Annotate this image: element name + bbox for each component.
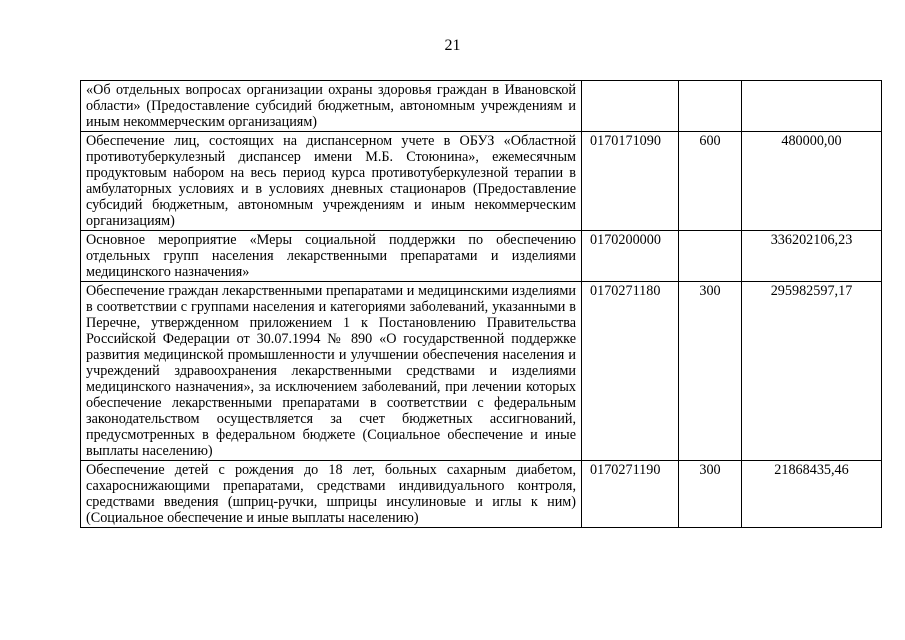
row-description: Обеспечение граждан лекарственными препаратами и медицинскими изделиями в соответствии с группами населения и категориями заболеваний, указанными в Перечне, утвержденном приложением 1 к Постановлению Правительства Российской Федерации от 30.07.1994 № 890 «О государственной поддержке развития медицинской промышленности и улучшении обеспечения населения и учреждений здравоохранения лекарственными средствами и изделиями медицинского назначения», за исключением заболеваний, при лечении которых обеспечение лекарственными препаратами в соответствии с федеральным законодательством осуществляется за счет бюджетных ассигнований, предусмотренных в федеральном бюджете (Социальное обеспечение и иные выплаты населению): [81, 282, 582, 461]
budget-table: [80, 80, 882, 528]
table-row: [81, 132, 882, 231]
table-row: [81, 461, 882, 528]
row-description: Обеспечение лиц, состоящих на диспансерном учете в ОБУЗ «Областной противотуберкулезный диспансер имени М.Б. Стоюнина», ежемесячным продуктовым набором на весь период курса противотуберкулезной терапии в амбулаторных условиях и в условиях дневных стационаров (Предоставление субсидий бюджетным, автономным учреждениям и иным некоммерческим организациям): [81, 132, 582, 231]
row-description: Основное мероприятие «Меры социальной поддержки по обеспечению отдельных групп населения лекарственными препаратами и изделиями медицинского назначения»: [81, 231, 582, 282]
row-expense-type: 300: [679, 282, 742, 461]
row-amount: 295982597,17: [742, 282, 882, 461]
row-expense-type: 600: [679, 132, 742, 231]
row-amount: 480000,00: [742, 132, 882, 231]
row-target-code: [582, 81, 679, 132]
row-description: Обеспечение детей с рождения до 18 лет, больных сахарным диабетом, сахароснижающими препаратами, средствами индивидуального контроля, средствами введения (шприц-ручки, шприцы инсулиновые и иглы к ним) (Социальное обеспечение и иные выплаты населению): [81, 461, 582, 528]
row-target-code: 0170271180: [582, 282, 679, 461]
row-target-code: 0170171090: [582, 132, 679, 231]
row-amount: [742, 81, 882, 132]
table-row: [81, 282, 882, 461]
table-row: [81, 231, 882, 282]
row-expense-type: [679, 81, 742, 132]
page-number: 21: [444, 37, 461, 54]
row-amount: 21868435,46: [742, 461, 882, 528]
table-row: [81, 81, 882, 132]
row-target-code: 0170200000: [582, 231, 679, 282]
row-amount: 336202106,23: [742, 231, 882, 282]
row-expense-type: [679, 231, 742, 282]
row-target-code: 0170271190: [582, 461, 679, 528]
row-description: «Об отдельных вопросах организации охраны здоровья граждан в Ивановской области» (Предоставление субсидий бюджетным, автономным учреждениям и иным некоммерческим организациям): [81, 81, 582, 132]
row-expense-type: 300: [679, 461, 742, 528]
